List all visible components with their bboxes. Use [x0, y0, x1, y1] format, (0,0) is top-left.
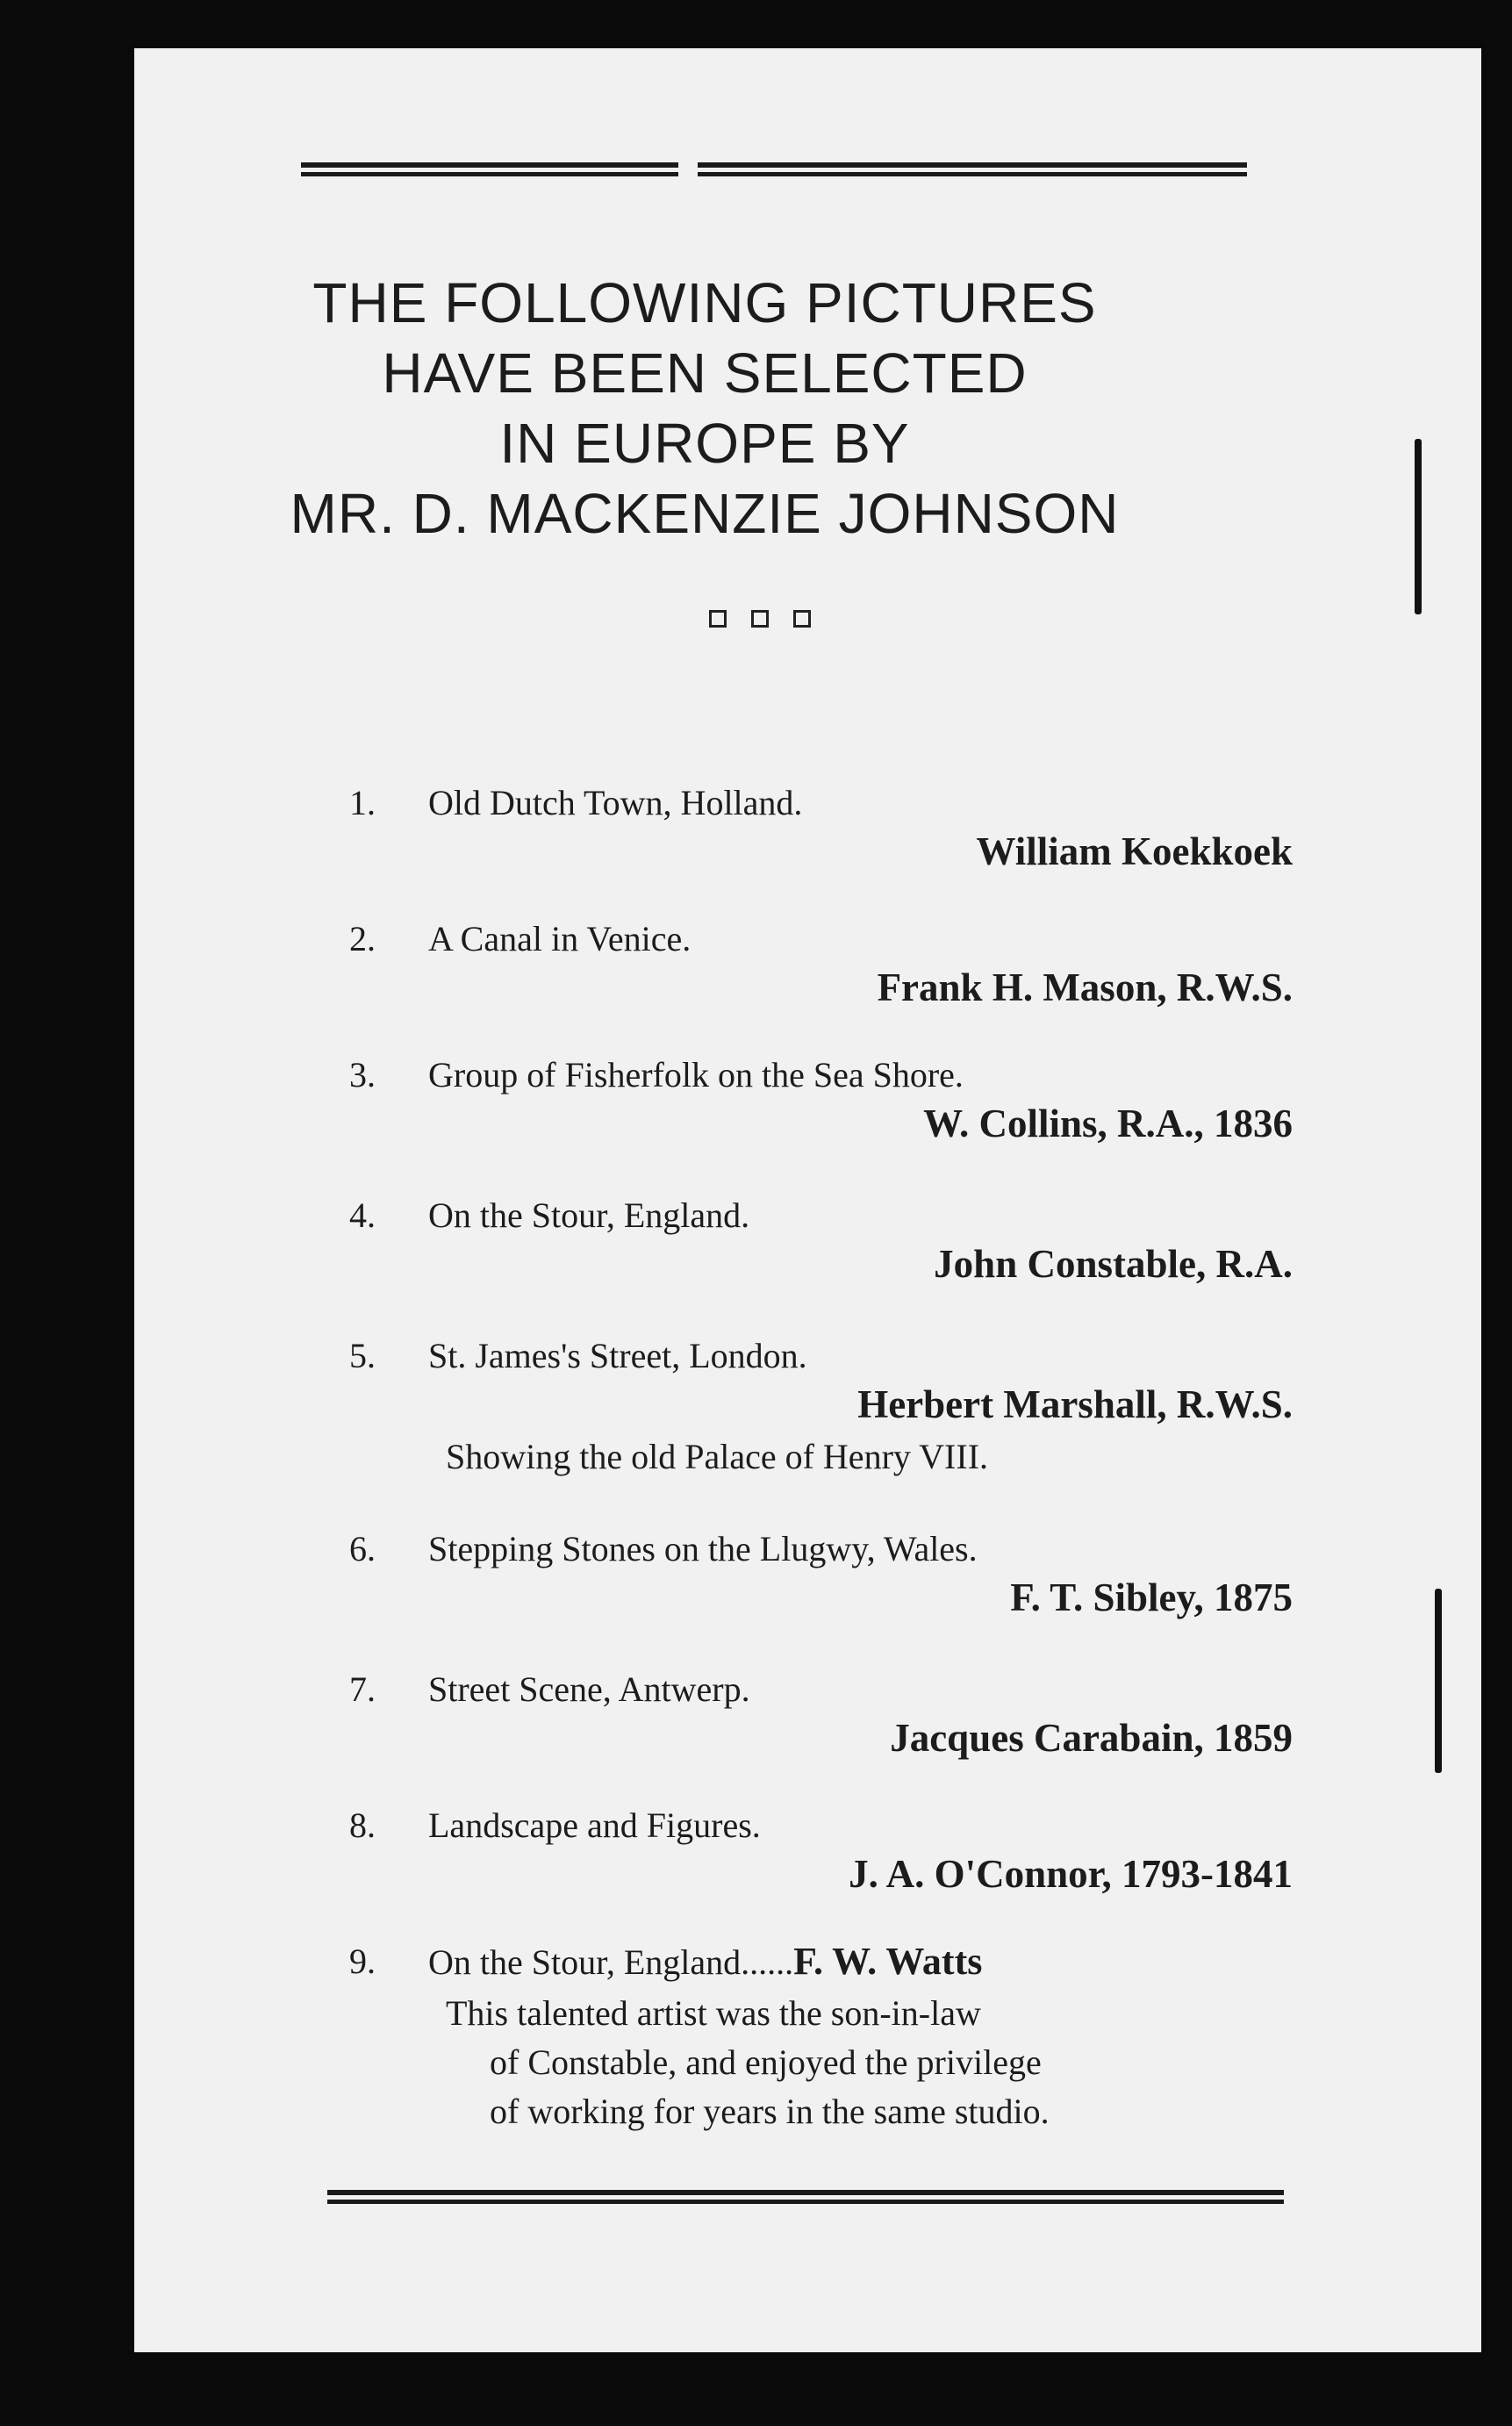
- page-heading: [134, 268, 1275, 549]
- document-page: [134, 48, 1481, 2352]
- binding-mark: [1415, 439, 1422, 614]
- entry-artist: J. A. O'Connor, 1793-1841: [849, 1852, 1293, 1896]
- entry-note: Showing the old Palace of Henry VIII.: [446, 1437, 989, 1476]
- entry-number: 2.: [349, 919, 376, 958]
- entry-number: 9.: [349, 1942, 376, 1981]
- entry-note-line-1: This talented artist was the son-in-law: [446, 1993, 981, 2033]
- entry-number: 7.: [349, 1669, 376, 1709]
- entry-number: 4.: [349, 1195, 376, 1235]
- top-double-rule: [301, 162, 1247, 176]
- entry-artist: Frank H. Mason, R.W.S.: [877, 965, 1293, 1009]
- heading-line-4: MR. D. MACKENZIE JOHNSON: [290, 482, 1120, 545]
- entry-title: On the Stour, England: [428, 1942, 742, 1982]
- entry-title: Street Scene, Antwerp.: [428, 1669, 750, 1709]
- dot-leader: ......: [741, 1942, 794, 1982]
- entry-title-line: [428, 1940, 982, 1985]
- square-ornament-icon: [709, 610, 727, 628]
- heading-line-3: IN EUROPE BY: [499, 412, 910, 475]
- square-ornament-icon: [793, 610, 811, 628]
- entry-artist: Jacques Carabain, 1859: [890, 1716, 1293, 1760]
- entry-artist: Herbert Marshall, R.W.S.: [857, 1382, 1293, 1426]
- entry-number: 5.: [349, 1336, 376, 1375]
- heading-line-1: THE FOLLOWING PICTURES: [312, 271, 1097, 334]
- ornament-row: [709, 610, 811, 628]
- entry-number: 1.: [349, 783, 376, 822]
- binding-mark: [1435, 1589, 1442, 1773]
- bottom-double-rule: [327, 2190, 1284, 2204]
- entry-title: On the Stour, England.: [428, 1195, 750, 1235]
- square-ornament-icon: [751, 610, 769, 628]
- heading-line-2: HAVE BEEN SELECTED: [382, 341, 1028, 405]
- entry-title: Old Dutch Town, Holland.: [428, 783, 803, 822]
- entry-title: Stepping Stones on the Llugwy, Wales.: [428, 1529, 978, 1568]
- entry-artist: John Constable, R.A.: [934, 1242, 1293, 1286]
- entry-artist: F. W. Watts: [793, 1940, 983, 1983]
- entry-title: Landscape and Figures.: [428, 1805, 761, 1845]
- entry-number: 3.: [349, 1055, 376, 1095]
- entry-note-line-2: of Constable, and enjoyed the privilege: [490, 2042, 1042, 2082]
- entry-note-line-3: of working for years in the same studio.: [490, 2092, 1050, 2131]
- entry-number: 6.: [349, 1529, 376, 1568]
- entry-artist: F. T. Sibley, 1875: [1010, 1575, 1293, 1619]
- entry-number: 8.: [349, 1805, 376, 1845]
- entry-title: Group of Fisherfolk on the Sea Shore.: [428, 1055, 964, 1095]
- entry-title: A Canal in Venice.: [428, 919, 692, 958]
- entry-artist: William Koekkoek: [976, 829, 1293, 873]
- entry-title: St. James's Street, London.: [428, 1336, 807, 1375]
- entry-artist: W. Collins, R.A., 1836: [923, 1102, 1293, 1145]
